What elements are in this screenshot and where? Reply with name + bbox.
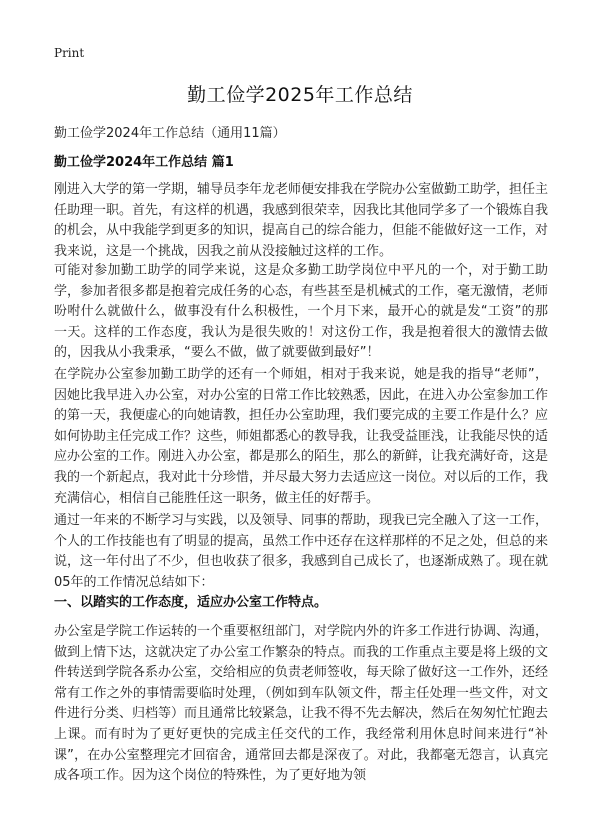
print-label: Print [54,46,85,60]
paragraph-5: 办公室是学院工作运转的一个重要枢纽部门，对学院内外的许多工作进行协调、沟通，做到上情下达，这就决定了办公室工作繁杂的特点。而我的工作重点主要是将上级的文件转送到学院各系办公室，交给相应的负责老师签收，每天除了做好这一工作外，还经常有工作之外的事情需要临时处理，（例如到车队领文件，帮主任处理一些文件，对文件进行分类、归档等）而且通常比较紧急，让我不得不先去解决，然后在匆匆忙忙跑去上课。而有时为了更好更快的完成主任交代的工作，我经常利用休息时间来进行“补课”，在办公室整理完才回宿舍，通常回去都是深夜了。对此，我都毫无怨言，认真完成各项工作。因为这个岗位的特殊性，为了更好地为领 [54,624,549,784]
paragraph-4: 通过一年来的不断学习与实践，以及领导、同事的帮助，现我已完全融入了这一工作，个人的工作技能也有了明显的提高，虽然工作中还存在这样那样的不足之处，但总的来说，这一年付出了不少，但也收获了很多，我感到自己成长了，也逐渐成熟了。现在就05年的工作情况总结如下： [54,513,549,590]
section-heading: 勤工俭学2024年工作总结 篇1 [54,155,234,170]
paragraph-3: 在学院办公室参加勤工助学的还有一个师姐，相对于我来说，她是我的指导“老师”，因她比我早进入办公室，对办公室的日常工作比较熟悉，因此，在进入办公室参加工作的第一天，我便虚心的向她请教，担任办公室助理，我们要完成的主要工作是什么？应如何协助主任完成工作？这些，师姐都悉心的教导我，让我受益匪浅，让我能尽快的适应办公室的工作。刚进入办公室，都是那么的陌生，那么的新鲜，让我充满好奇，这是我的一个新起点，我对此十分珍惜，并尽最大努力去适应这一岗位。对以后的工作，我充满信心，相信自己能胜任这一职务，做主任的好帮手。 [54,367,549,506]
sub-heading: 一、以踏实的工作态度，适应办公室工作特点。 [54,595,328,610]
paragraph-2: 可能对参加勤工助学的同学来说，这是众多勤工助学岗位中平凡的一个，对于勤工助学，参加者很多都是抱着完成任务的心态，有些甚至是机械式的工作，毫无激情，老师吩咐什么就做什么，做事没有什么积极性，一个月下来，最开心的就是发“工资”的那一天。这样的工作态度，我认为是很失败的！对这份工作，我是抱着很大的激情去做的，因我从小我秉承，“要么不做，做了就要做到最好”！ [54,263,549,361]
document-title: 勤工俭学2025年工作总结 [187,84,413,106]
paragraph-1: 刚进入大学的第一学期，辅导员李年龙老师便安排我在学院办公室做勤工助学，担任主任助理一职。首先，有这样的机遇，我感到很荣幸，因我比其他同学多了一个锻炼自我的机会，从中我能学到更多的知识，提高自己的综合能力，但能不能做好这一工作，对我来说，这是一个挑战，因我之前从没接触过这样的工作。 [54,182,549,259]
document-subtitle: 勤工俭学2024年工作总结（通用11篇） [54,126,286,141]
